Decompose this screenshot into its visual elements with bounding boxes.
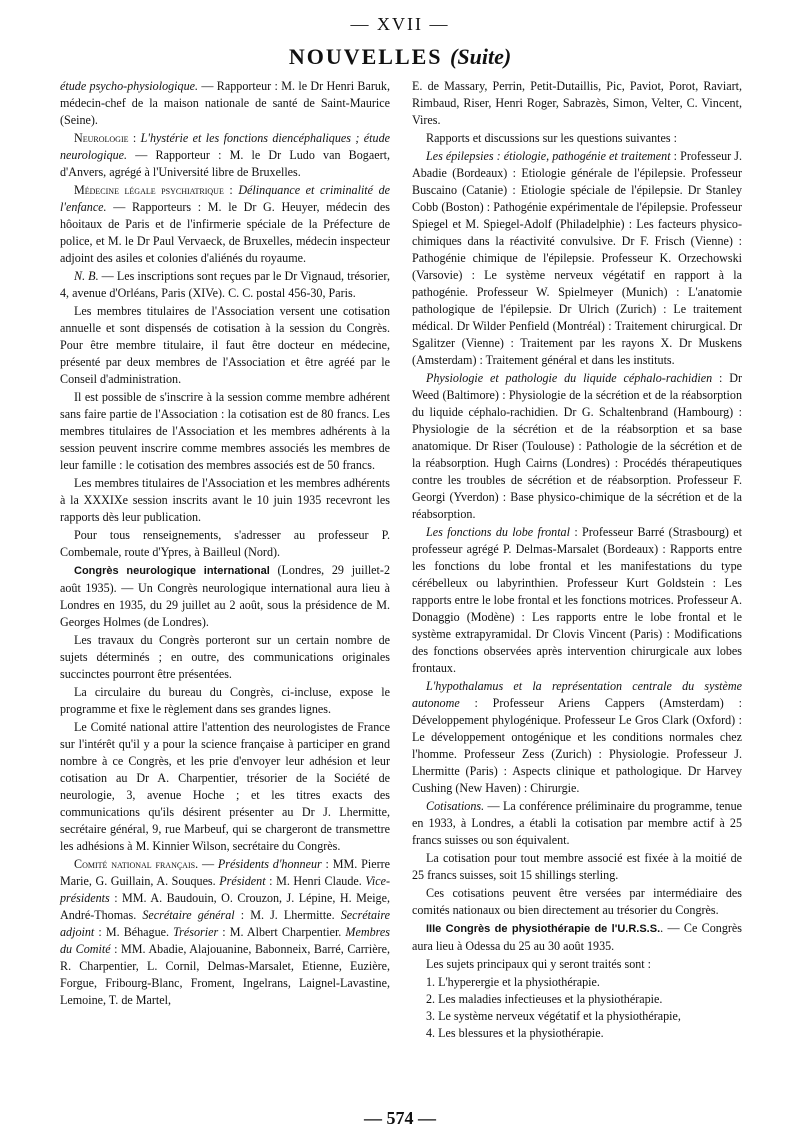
paragraph xyxy=(60,182,390,267)
heading-bold: Congrès neurologique international xyxy=(74,565,270,577)
text: — Les inscriptions sont reçues par le Dr Vignaud, trésorier, 4, avenue d'Orléans, Paris (XIVe). C. C. postal 456-30, Paris. xyxy=(60,269,390,300)
text: : Professeur Barré (Strasbourg) et professeur agrégé P. Delmas-Marsalet (Bordeaux) : Rapports entre les fonctions du lobe frontal et les manifestations du type cérébelleux ou labyrinthien. Professeur Kurt Goldstein : Les rapports entre le lobe frontal et les fonctions motrices. Professeur A. Donaggio (Modène) : Les rapports entre le lobe frontal et le système extrapyramidal. Dr Clovis Vincent (Paris) : Modifications des fonctions observées après intervention chirurgicale aux lobes frontaux. xyxy=(412,525,742,675)
paragraph: Les travaux du Congrès porteront sur un certain nombre de sujets déterminés ; en outre, des communications originales succinctes pourront être présentées. xyxy=(60,633,390,681)
paragraph xyxy=(412,798,742,849)
emphasis: Délinquance et criminalité de l'enfance. xyxy=(60,183,390,214)
text: : MM. Abadie, Alajouanine, Babonneix, Barré, Carrière, R. Charpentier, L. Cornil, Delmas-Marsalet, Etienne, Euzière, Forgue, Fribourg-Blanc, Froment, Ingelrans, Laignel-Lavastine, Lemoine, T. de Martel, xyxy=(60,942,390,1007)
section-label: Comité national français. xyxy=(74,857,199,871)
emphasis: N. B. xyxy=(74,269,99,283)
emphasis: étude psycho-physiologique. xyxy=(60,79,199,93)
list-item: 1. L'hyperergie et la physiothérapie. xyxy=(426,975,600,989)
paragraph xyxy=(60,78,390,129)
paragraph: La cotisation pour tout membre associé est fixée à la moitié de 25 francs suisses, soit 15 shillings sterling. xyxy=(412,851,742,882)
text: : M. Béhague. xyxy=(94,925,174,939)
emphasis: Secrétaire adjoint xyxy=(60,908,390,939)
text: : M. J. Lhermitte. xyxy=(234,908,341,922)
text: : Dr Weed (Baltimore) : Physiologie de la sécrétion et de la réabsorption du liquide céphalo-rachidien. Dr G. Schaltenbrand (Hambourg) : Physiologie de la sécrétion et de la réabsorption et sa base anatomique. Dr Riser (Toulouse) : Pathologie de la sécrétion et de la réabsorption. Hugh Cairns (Londres) : Procédés thérapeutiques contre les troubles de sécrétion et de réabsorption. Professeur F. Georgi (Yverdon) : Base physico-chimique de la sécrétion et de la réabsorption. xyxy=(412,371,743,521)
paragraph: La circulaire du bureau du Congrès, ci-incluse, expose le programme et fixe le règlement dans ses grandes lignes. xyxy=(60,685,390,716)
emphasis: Trésorier xyxy=(173,925,219,939)
text: . — Ce Congrès aura lieu à Odessa du 25 au 30 août 1935. xyxy=(412,921,742,953)
text: — Rapporteur : M. le Dr Ludo van Bogaert, d'Anvers, agrégé à l'Université libre de Bruxelles. xyxy=(60,148,390,179)
paragraph: Pour tous renseignements, s'adresser au professeur P. Combemale, route d'Ypres, à Bailleul (Nord). xyxy=(60,528,390,559)
paragraph xyxy=(412,524,742,677)
text: — xyxy=(198,857,218,871)
paragraph xyxy=(60,130,390,181)
list-item: 4. Les blessures et la physiothérapie. xyxy=(426,1026,604,1040)
paragraph: Le Comité national attire l'attention des neurologistes de France sur l'intérêt qu'il y a pour la science française à participer en grand nombre à ce Congrès, et les prie d'envoyer leur adhésion et leur cotisation au Dr A. Charpentier, trésorier de la Société de neurologie, 3, avenue Hoche ; et les titres exacts des communications qu'ils désirent présenter au Dr J. Lhermitte, secrétaire général, 9, rue Marbeuf, qui se chargeront de transmettre les adhésions à M. Kinnier Wilson, secrétaire du Congrès. xyxy=(60,720,390,853)
text: : M. Henri Claude. xyxy=(265,874,366,888)
paragraph xyxy=(60,856,390,1009)
text: : Professeur Ariens Cappers (Amsterdam) : Développement phylogénique. Professeur Le Gros Clark (Oxford) : Le développement ontogénique et les conditions normales chez l'homme. Professeur Zess (Zurich) : Physiologie. Professeur J. Lhermitte (Paris) : Aspects clinique et pathologique. Dr Harvey Cushing (New Haven) : Chirurgie. xyxy=(412,696,742,795)
text: : M. Albert Charpentier. xyxy=(218,925,346,939)
text: : MM. A. Baudouin, O. Crouzon, J. Lépine, H. Meige, André-Thomas. xyxy=(60,891,390,922)
text: — Rapporteurs : M. le Dr G. Heuyer, médecin des hôoitaux de Paris et de l'infirmerie spéciale de la Préfecture de police, et M. le Dr Paul Vervaeck, de Bruxelles, médecin inspecteur adjoint des asiles et colonies d'aliénés du royaume. xyxy=(60,200,390,265)
section-label: Neurologie : xyxy=(74,131,141,145)
text: (Londres, 29 juillet-2 août 1935). — Un Congrès neurologique international aura lieu à Londres en 1935, du 29 juillet au 2 août, sous la présidence de M. Georges Holmes (de Londres). xyxy=(60,563,390,629)
page-folio: — 574 — xyxy=(364,1108,436,1128)
emphasis: Cotisations. xyxy=(426,799,485,813)
emphasis: Les épilepsies : étiologie, pathogénie et traitement xyxy=(426,149,671,163)
paragraph: Les membres titulaires de l'Association et les membres adhérents à la XXXIXe session inscrits avant le 10 juin 1935 recevront les rapports dès leur publication. xyxy=(60,476,390,524)
emphasis: Physiologie et pathologie du liquide céphalo-rachidien xyxy=(426,371,713,385)
text: — Rapporteur : M. le Dr Henri Baruk, médecin-chef de la maison nationale de santé de Saint-Maurice (Seine). xyxy=(60,79,390,127)
title-text: NOUVELLES xyxy=(288,44,443,69)
paragraph xyxy=(412,920,742,955)
list-item: 3. Le système nerveux végétatif et la physiothérapie, xyxy=(426,1009,681,1023)
paragraph: Ces cotisations peuvent être versées par intermédiaire des comités nationaux ou bien directement au trésorier du Congrès. xyxy=(412,886,742,917)
section-label: Médecine légale psychiatrique : xyxy=(74,183,239,197)
topic-list xyxy=(412,974,742,1042)
paragraph xyxy=(60,268,390,302)
emphasis: Présidents d'honneur xyxy=(217,857,322,871)
paragraph: Les sujets principaux qui y seront traités sont : xyxy=(426,957,652,971)
emphasis: Secrétaire général xyxy=(142,908,235,922)
text: : Professeur J. Abadie (Bordeaux) : Etiologie générale de l'épilepsie. Professeur Buscaino (Catanie) : Etiologie spéciale de l'épilepsie. Dr Stanley Cobb (Boston) : Pathogénie expérimentale de l'épilepsie. Professeur Spiegel et M. Spiegel-Adolf (Philadelphie) : Les facteurs physico-chimiques dans la réactivité convulsive. Dr F. Frisch (Vienne) : Pathogénie chimique de l'épilepsie. Professeur K. Orzechowski (Varsovie) : Le système nerveux végétatif en rapport à la pathogénie. Professeur W. Spielmeyer (Munich) : L'anatomie pathologique de l'épilepsie. Dr Ulrich (Zurich) : Le traitement médical. Dr Wilder Penfield (Montréal) : Traitement chirurgical. Dr Sgalitzer (Vienne) : Traitement par les rayons X. Dr Muskens (Amsterdam) : Traitement général et dans les instituts. xyxy=(412,149,742,367)
paragraph xyxy=(412,148,742,369)
list-item: 2. Les maladies infectieuses et la physiothérapie. xyxy=(426,992,663,1006)
paragraph xyxy=(412,678,742,797)
emphasis: Vice-présidents xyxy=(60,874,390,905)
heading-bold: IIIe Congrès de physiothérapie de l'U.R.S.S. xyxy=(426,923,661,935)
paragraph xyxy=(60,562,390,631)
right-column xyxy=(412,78,742,1042)
emphasis: Membres du Comité xyxy=(60,925,390,956)
paragraph: E. de Massary, Perrin, Petit-Dutaillis, Pic, Paviot, Porot, Raviart, Rimbaud, Riser, Henri Roger, Sabrazès, Simon, Velter, C. Vincent, Vires. xyxy=(412,79,742,127)
paragraph: Rapports et discussions sur les questions suivantes : xyxy=(426,131,677,145)
title-subtitle: (Suite) xyxy=(450,44,512,69)
text: — La conférence préliminaire du programme, tenue en 1933, à Londres, a établi la cotisation par membre actif à 25 francs suisses ou son équivalent. xyxy=(412,799,742,847)
emphasis: L'hypothalamus et la représentation centrale du système autonome xyxy=(412,679,742,710)
emphasis: Président xyxy=(219,874,266,888)
left-column xyxy=(60,78,390,1010)
page-roman-numeral: — XVII — xyxy=(350,14,450,34)
emphasis: L'hystérie et les fonctions diencéphaliques ; étude neurologique. xyxy=(60,131,390,162)
page-title xyxy=(0,44,800,70)
emphasis: Les fonctions du lobe frontal xyxy=(426,525,570,539)
paragraph: Il est possible de s'inscrire à la session comme membre adhérent sans faire partie de l'Association : la cotisation est de 80 francs. Les membres titulaires de l'Association et les membres adhérents à la session peuvent inscrire comme membres associés les membres de leur famille : le cotisation des membres associés est de 50 francs. xyxy=(60,390,390,472)
text: : MM. Pierre Marie, G. Guillain, A. Souques. xyxy=(60,857,390,888)
paragraph xyxy=(412,370,742,523)
paragraph: Les membres titulaires de l'Association versent une cotisation annuelle et sont dispensés de cotisation à la session du Congrès. Pour être membre titulaire, il faut être docteur en médecine, présenté par deux membres de l'Association et être agréé par le Conseil d'administration. xyxy=(60,304,390,386)
